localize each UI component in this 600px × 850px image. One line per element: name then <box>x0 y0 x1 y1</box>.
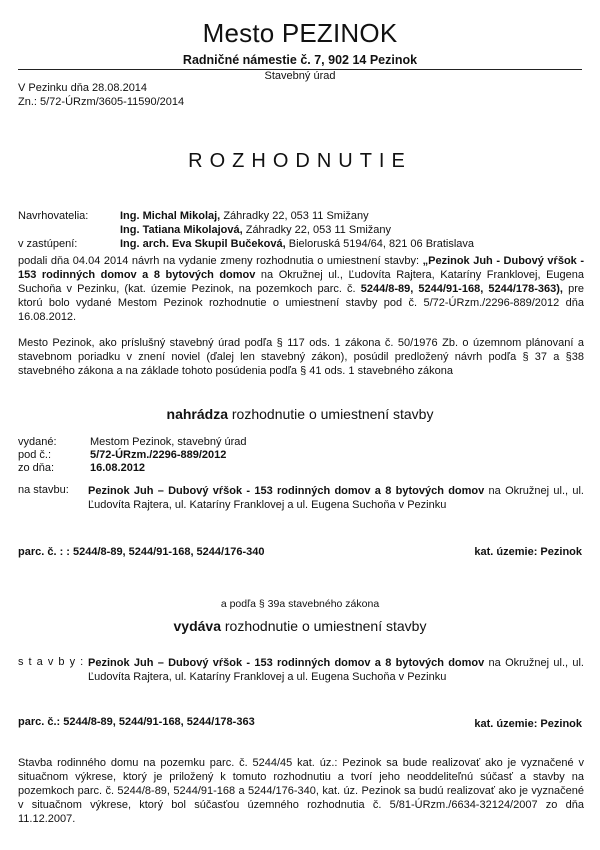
date-value: 16.08.2012 <box>90 462 146 474</box>
under-number-value: 5/72-ÚRzm./2296-889/2012 <box>90 449 227 461</box>
applicant-2 <box>120 224 391 236</box>
original-building-description <box>88 484 584 512</box>
application-paragraph <box>18 254 584 324</box>
representative-name: Ing. arch. Eva Skupil Bučeková, <box>120 238 286 250</box>
municipality-address: Radničné námestie č. 7, 902 14 Pezinok <box>182 53 418 67</box>
new-building-description <box>88 656 584 684</box>
para1-building-name: „Pezinok Juh - Dubový vŕšok - 153 rodinných domov a 8 bytových domov <box>18 255 584 281</box>
new-building-label: s t a v b y : <box>18 656 85 668</box>
representative-label: v zastúpení: <box>18 238 78 250</box>
para1-text-2: na Okružnej ul., Ľudovíta Rajtera, Kataríny Franklovej, Eugena Suchoňa v Pezinku, (kat. územie Pezinok, na pozemkoch parc. č. <box>18 269 585 295</box>
original-building-location: na Okružnej ul., ul. Ľudovíta Rajtera, ul. Kataríny Franklovej a ul. Eugena Suchoňa v Pezinku <box>88 485 584 511</box>
issued-value: Mestom Pezinok, stavebný úrad <box>90 436 247 448</box>
para1-parcels: 5244/8-89, 5244/91-168, 5244/178-363), <box>360 283 563 295</box>
reference-line: Zn.: 5/72-ÚRzm/3605-11590/2014 <box>18 96 185 108</box>
representative-address: Bieloruská 5194/64, 821 06 Bratislava <box>288 238 475 250</box>
final-paragraph: Stavba rodinného domu na pozemku parc. č. 5244/45 kat. úz.: Pezinok sa bude realizovať ako je vyznačené v situačnom výkrese, ktorý je priložený k tomuto rozhodnutiu a tvorí jeho neoddeliteľnú súčasť a stavby na pozemkoch parc. č. 5244/8-89, 5244/91-168 a 5244/176-340, kat. úz. Pezinok sa budú realizovať ako je vyznačené v situačnom výkrese, ktorý bol súčasťou územného rozhodnutia č. 5/81-ÚRzm./6634-32124/2007 zo dňa 11.12.2007. <box>18 757 584 825</box>
new-building-location: na Okružnej ul., ul. Ľudovíta Rajtera, ul. Kataríny Franklovej a ul. Eugena Suchoňa v Pezinku <box>88 657 584 683</box>
issues-text: rozhodnutie o umiestnení stavby <box>221 618 427 634</box>
representative <box>120 238 474 250</box>
section-39a-line: a podľa § 39a stavebného zákona <box>220 598 380 610</box>
para1-text-3: pre ktorú bolo vydané Mestom Pezinok rozhodnutie o umiestnení stavby pod č. 5/72-ÚRzm./2296-889/2012 dňa 16.08.2012. <box>18 283 584 323</box>
under-number-label: pod č.: <box>18 449 52 461</box>
issues-keyword: vydáva <box>173 618 221 634</box>
applicant-2-name: Ing. Tatiana Mikolajová, <box>120 224 243 236</box>
date-line: V Pezinku dňa 28.08.2014 <box>18 82 148 94</box>
replaces-heading <box>0 406 600 422</box>
authority-paragraph: Mesto Pezinok, ako príslušný stavebný úrad podľa § 117 ods. 1 zákona č. 50/1976 Zb. o územnom plánovaní a stavebnom poriadku v znení noviel (ďalej len stavebný zákon), posúdil predložený návrh podľa § 37 a §38 stavebného zákona a na základe tohoto posúdenia podľa § 41 ods. 1 stavebného zákona <box>18 337 584 377</box>
document-title: ROZHODNUTIE <box>188 150 412 172</box>
original-cadastre: kat. územie: Pezinok <box>474 546 582 558</box>
applicant-1 <box>120 210 369 222</box>
original-building-name: Pezinok Juh – Dubový vŕšok - 153 rodinných domov a 8 bytových domov <box>88 485 485 497</box>
date-label: zo dňa: <box>18 462 55 474</box>
new-cadastre: kat. územie: Pezinok <box>474 718 582 730</box>
issues-heading <box>0 618 600 634</box>
office-name: Stavebný úrad <box>264 70 336 82</box>
para1-text-1: podali dňa 04.04 2014 návrh na vydanie zmeny rozhodnutia o umiestnení stavby: <box>18 255 423 267</box>
building-label: na stavbu: <box>18 484 69 496</box>
issued-label: vydané: <box>18 436 57 448</box>
new-parcel-line: parc. č.: 5244/8-89, 5244/91-168, 5244/178-363 <box>18 716 255 728</box>
new-building-name: Pezinok Juh – Dubový vŕšok - 153 rodinných domov a 8 bytových domov <box>88 657 485 669</box>
applicant-2-address: Záhradky 22, 053 11 Smižany <box>245 224 392 236</box>
municipality-name: Mesto PEZINOK <box>202 18 398 48</box>
applicant-1-address: Záhradky 22, 053 11 Smižany <box>223 210 369 222</box>
original-parcel-line: parc. č. : : 5244/8-89, 5244/91-168, 5244/176-340 <box>18 546 265 558</box>
replaces-keyword: nahrádza <box>166 406 228 422</box>
replaces-text: rozhodnutie o umiestnení stavby <box>228 406 434 422</box>
applicants-label: Navrhovatelia: <box>18 210 89 222</box>
applicant-1-name: Ing. Michal Mikolaj, <box>120 210 221 222</box>
